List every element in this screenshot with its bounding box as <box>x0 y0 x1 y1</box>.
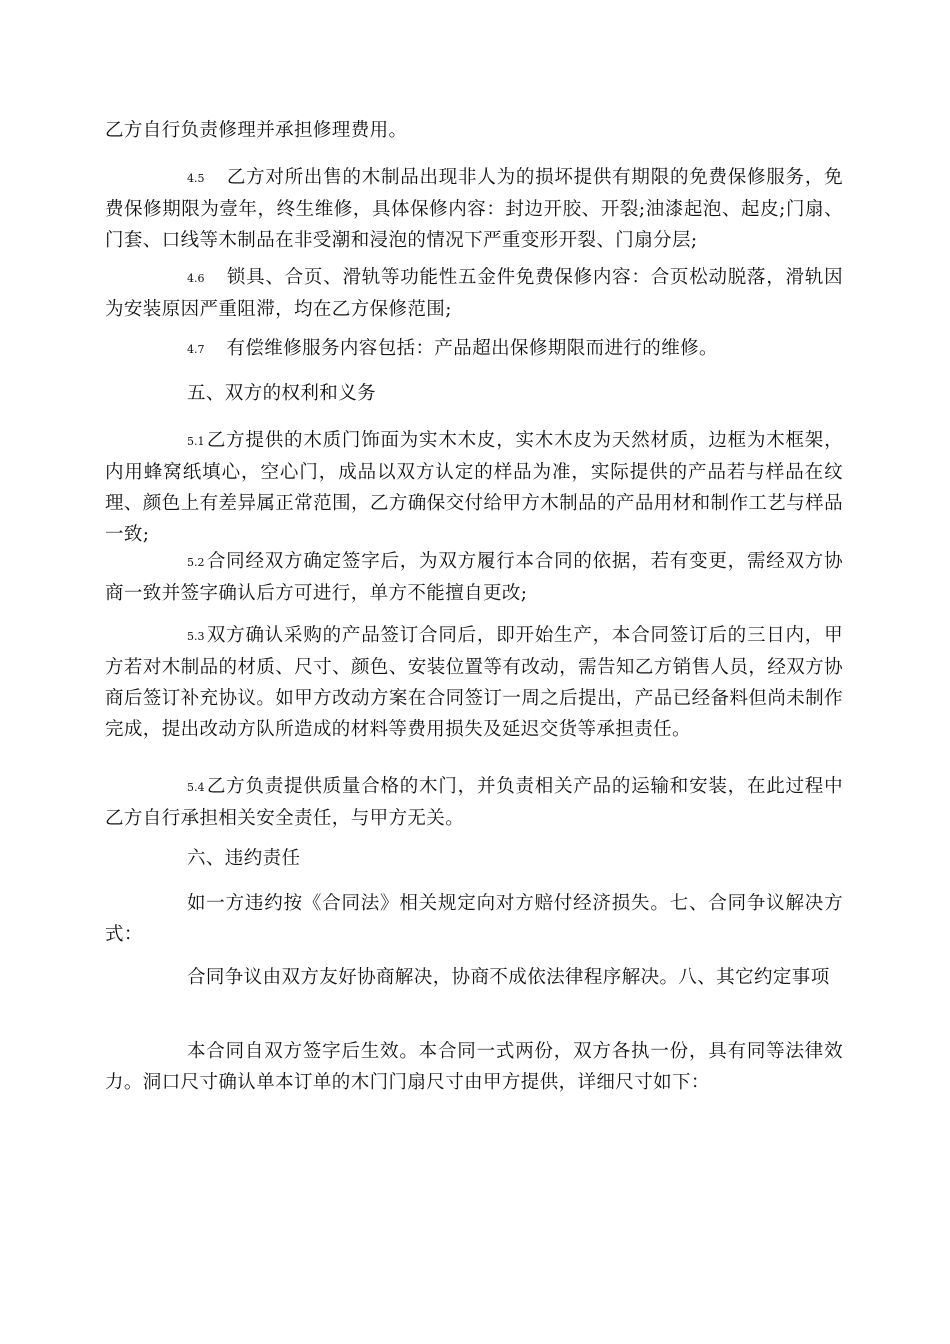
paragraph-text: 如一方违约按《合同法》相关规定向对方赔付经济损失。七、合同争议解决方式： <box>105 893 843 945</box>
clause-number: 5.4 <box>187 781 205 794</box>
paragraph-text: 合同争议由双方友好协商解决，协商不成依法律程序解决。八、其它约定事项 <box>187 967 830 988</box>
paragraph-text: 乙方提供的木质门饰面为实木木皮，实木木皮为天然材质，边框为木框架，内用蜂窝纸填心，空心门，成品以双方认定的样品为准，实际提供的产品若与样品在纹理、颜色上有差异属正常范围，乙方确保交付给甲方木制品的产品用材和制作工艺与样品一致; <box>105 430 843 545</box>
paragraph-5-2 <box>105 546 843 609</box>
paragraph-text: 乙方自行负责修理并承担修理费用。 <box>105 120 408 141</box>
section-heading-5 <box>105 378 843 409</box>
paragraph-text: 乙方负责提供质量合格的木门，并负责相关产品的运输和安装，在此过程中乙方自行承担相关安全责任，与甲方无关。 <box>105 776 843 829</box>
paragraph-text: 双方确认采购的产品签订合同后，即开始生产，本合同签订后的三日内，甲方若对木制品的材质、尺寸、颜色、安装位置等有改动，需告知乙方销售人员，经双方协商后签订补充协议。如甲方改动方案在合同签订一周之后提出，产品已经备料但尚未制作完成，提出改动方队所造成的材料等费用损失及延迟交货等承担责任。 <box>105 625 843 740</box>
section-heading-6 <box>105 843 843 874</box>
clause-number: 5.2 <box>187 556 205 569</box>
paragraph-text: 合同经双方确定签字后，为双方履行本合同的依据，若有变更，需经双方协商一致并签字确认后方可进行，单方不能擅自更改; <box>105 551 843 604</box>
clause-number: 4.7 <box>187 343 205 356</box>
paragraph-5-3 <box>105 620 843 745</box>
paragraph-5-4 <box>105 771 843 834</box>
clause-number: 4.6 <box>187 272 205 285</box>
clause-number: 5.1 <box>187 435 205 448</box>
paragraph-effect <box>105 1036 843 1098</box>
clause-number: 5.3 <box>187 630 205 643</box>
paragraph-dispute <box>105 962 843 993</box>
section-heading-text: 五、双方的权利和义务 <box>187 383 377 404</box>
paragraph-text: 本合同自双方签字后生效。本合同一式两份，双方各执一份，具有同等法律效力。洞口尺寸确认单本订单的木门门扇尺寸由甲方提供，详细尺寸如下： <box>105 1041 843 1093</box>
section-heading-text: 六、违约责任 <box>187 848 301 869</box>
paragraph-4-6 <box>105 262 843 325</box>
paragraph-breach <box>105 888 843 950</box>
paragraph-text: 有偿维修服务内容包括：产品超出保修期限而进行的维修。 <box>226 338 718 359</box>
paragraph-4-5 <box>105 162 843 256</box>
paragraph-repair-cost <box>105 115 843 146</box>
paragraph-text: 乙方对所出售的木制品出现非人为的损坏提供有期限的免费保修服务，免费保修期限为壹年，终生维修，具体保修内容：封边开胶、开裂;油漆起泡、起皮;门扇、门套、口线等木制品在非受潮和浸泡的情况下严重变形开裂、门扇分层; <box>105 167 843 251</box>
paragraph-4-7 <box>105 333 843 365</box>
clause-number: 4.5 <box>187 172 205 185</box>
paragraph-5-1 <box>105 425 843 550</box>
paragraph-text: 锁具、合页、滑轨等功能性五金件免费保修内容：合页松动脱落，滑轨因为安装原因严重阻滞，均在乙方保修范围; <box>105 267 843 320</box>
